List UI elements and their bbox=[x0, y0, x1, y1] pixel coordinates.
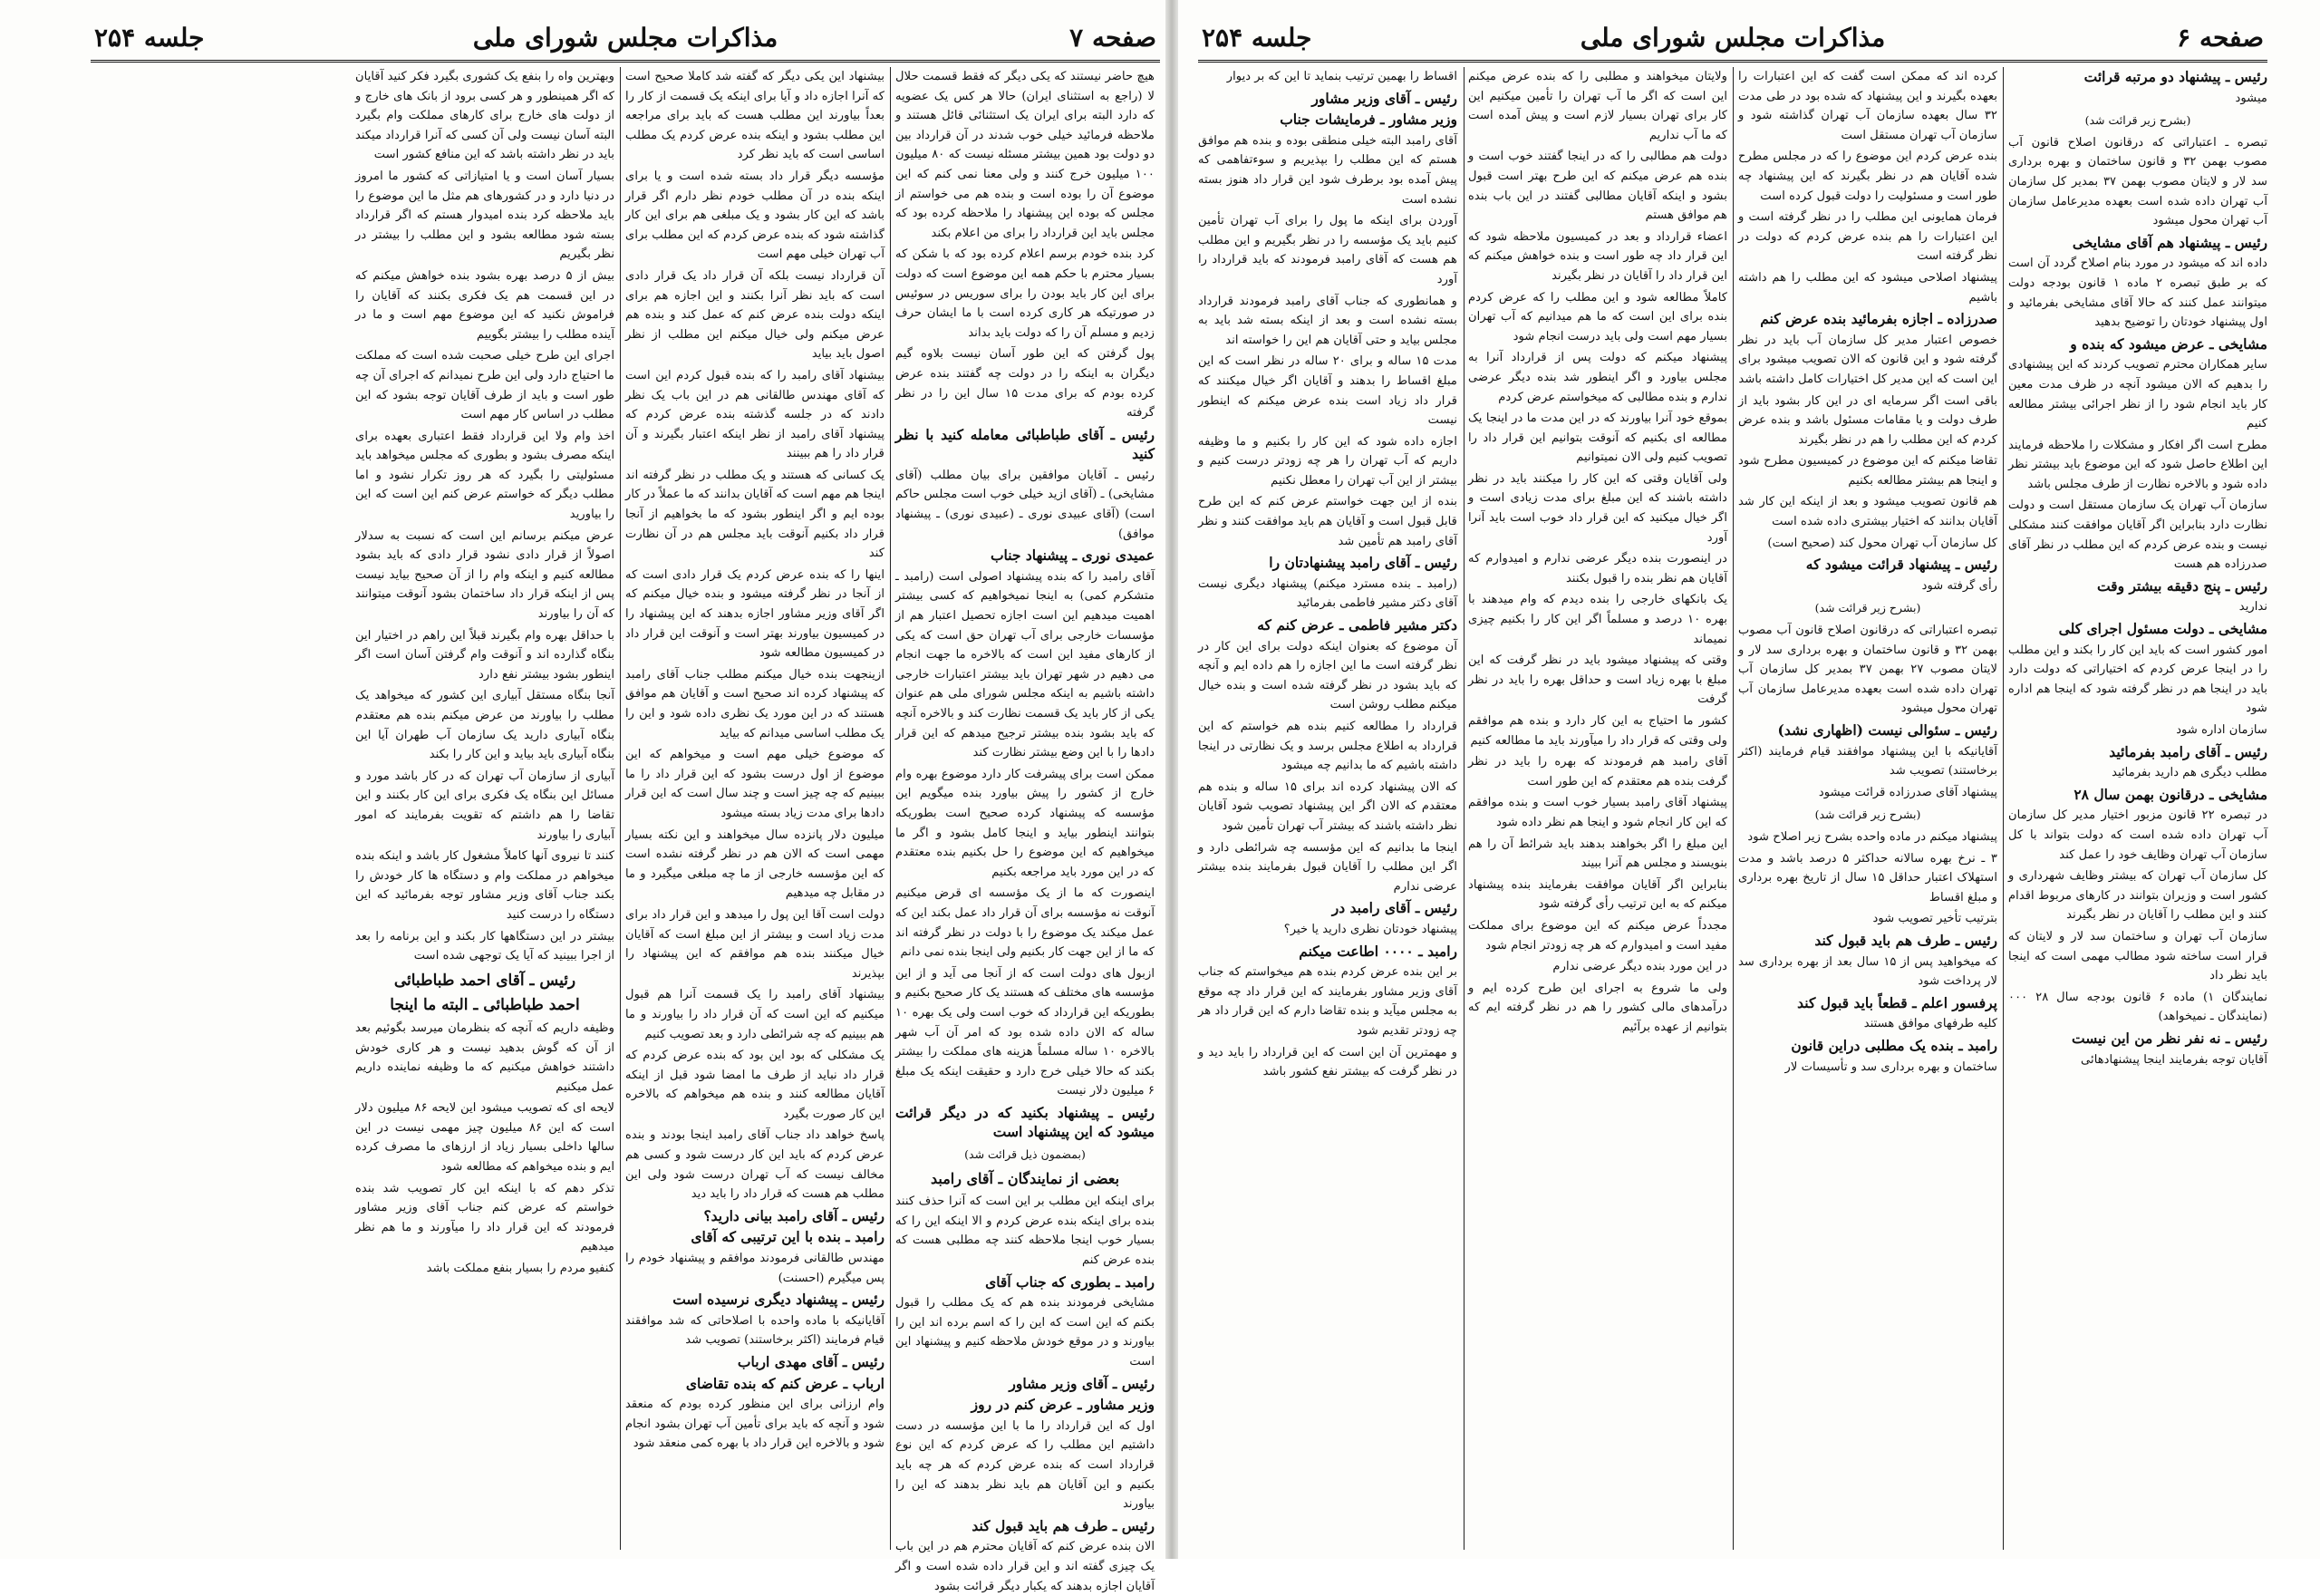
right-page-column-2 bbox=[1468, 67, 1727, 1550]
column-rule bbox=[620, 67, 621, 1550]
speech-paragraph: تقاضا میکنم که این موضوع در کمیسیون مطرح شود و اینجا هم بیشتر مطالعه بکنیم bbox=[1738, 454, 1997, 488]
speaker-line: رئیس ـ طرف هم باید قبول کند bbox=[972, 1516, 1155, 1534]
speech-paragraph: ندارید bbox=[2238, 600, 2267, 614]
speech-paragraph: در این مورد بنده دیگر عرضی ندارم bbox=[1552, 960, 1727, 974]
speaker-line: رئیس ـ آقای رامبد بفرمائید bbox=[2109, 742, 2267, 760]
speech-paragraph: ساختمان و بهره برداری سد و تأسیسات لار bbox=[1784, 1059, 1997, 1074]
speech-paragraph: وام ارزانی برای این منظور کرده بودم که منعقد شود و آنچه که باید برای تأمین آب تهران بشود انجام شود و بالاخره این قرار داد با بهره کمی منعقد شود bbox=[625, 1398, 884, 1451]
speech-paragraph: با حداقل بهره وام بگیرند قبلاً این راهم در اختیار این بنگاه گذارده اند و آنوقت وام گرفتن آسان است اگر اینطور بشود بیشتر نفع دارد bbox=[355, 628, 614, 682]
speech-paragraph: وبهترین واه را بنفع یک کشوری بگیرد فکر کنید آقایان که اگر همینطور و هر کسی برود از بانک های خارج و از دولت های خارج برای کارهای مملکت وام بگیرد البته آسان نیست ولی آن کسی که آنرا قرارداد میکند باید در نظر داشته باشد که این منافع کشور است bbox=[355, 70, 614, 162]
left-page-header bbox=[91, 18, 1160, 63]
left-page bbox=[91, 18, 1160, 1593]
speaker-line: رئیس ـ آقای رامبد بیانی دارید؟ bbox=[703, 1206, 884, 1224]
speech-paragraph: پیشنهاد آقای صدرزاده قرائت میشود bbox=[1818, 785, 1997, 799]
speaker-line: رئیس ـ طرف هم باید قبول کند bbox=[1814, 931, 1997, 949]
speech-paragraph: داده اند که میشود در مورد بنام اصلاح گردد آن است که بر طبق تبصره ۲ ماده ۱ قانون بودجه دولت میتوانند عمل کنند که حالا آقای مشایخی بفرمائید و اول پیشنهاد خودتان را توضیح بدهید bbox=[2008, 256, 2268, 330]
right-page-columns bbox=[1198, 67, 2267, 1550]
book-gutter bbox=[1165, 0, 1178, 1559]
speech-paragraph: بسیار آسان است و یا امتیازاتی که کشور ما امروز در دنیا دارد و در کشورهای هم مثل ما این موضوع را باید ملاحظه کرد بنده امیدوار هستم که اگر قرارداد بسته شود مطالعه بشود و این مطلب را بیشتر در نظر بگیریم bbox=[355, 169, 614, 262]
speech-paragraph: سازمان اداره شود bbox=[2176, 723, 2267, 737]
speech-paragraph: دولت هم مطالبی را که در اینجا گفتند خوب است و بنده هم عرض میکنم که این طرح بهتر است قبول بشود و اینکه آقایان مطالبی گفتند در این باب بنده هم موافق هستم bbox=[1468, 150, 1727, 223]
left-page-column-1 bbox=[895, 67, 1155, 1593]
right-page-header bbox=[1198, 18, 2267, 63]
speech-paragraph: اجرای این طرح خیلی صحبت شده است که مملکت ما احتیاج دارد ولی این طرح نمیدانم که اجرای آن چه طور است و باید از طرف آقایان توجه بشود که این مطلب در اساس کار مهم است bbox=[355, 349, 614, 422]
speech-paragraph: کل سازمان آب تهران محول کند (صحیح است) bbox=[1767, 536, 1997, 550]
speech-paragraph: بر این بنده عرض کردم بنده هم میخواستم که جناب آقای وزیر مشاور بفرمایند که این قرار داد چه موقع به مجلس میآید و بنده تقاضا دارم که این قرار داد هر چه زودتر تقدیم شود bbox=[1198, 965, 1457, 1038]
speech-paragraph: اینها را که بنده عرض کردم یک قرار دادی است که از آنجا در نظر گرفته میشود و بنده خیال میکنم که اگر آقای وزیر مشاور اجازه بدهند که این پیشنهاد را در کمیسیون بیاورند بهتر است و آنوقت این قرار داد در کمیسیون مطالعه شود bbox=[625, 567, 884, 661]
left-page-columns bbox=[91, 67, 1160, 1593]
speech-paragraph: کشور ما احتیاج به این کار دارد و بنده هم موافقم ولی وقتی که قرار داد را میآورند باید ما مطالعه کنیم bbox=[1468, 714, 1727, 748]
left-page-column-3 bbox=[355, 67, 614, 1550]
speech-paragraph: پیشنهاد اصلاحی میشود که این مطلب را هم داشته باشیم bbox=[1738, 270, 1997, 305]
speech-paragraph: پیشنهاد میکنم در ماده واحده بشرح زیر اصلاح شود bbox=[1747, 829, 1997, 844]
speech-paragraph: بیشنهاد آقای رامبد را یک قسمت آنرا هم قبول میکنیم که این است که آن قرار داد را بیاورند و ما هم ببینیم که چه شرائطی دارد و بعد تصویب کنیم bbox=[625, 988, 884, 1041]
speaker-line: مشایخی ـ درقانون بهمن سال ۲۸ bbox=[2074, 785, 2267, 803]
speech-paragraph: یک مشکلی که بود این بود که بنده عرض کردم که قرار داد نباید از طرف ما امضا شود قبل از اینکه آقایان مطالعه کنند و بنده هم میخواهم که بالاخره این کار صورت بگیرد bbox=[625, 1049, 884, 1121]
speaker-line: رئیس ـ نه نفر نظر من این نیست bbox=[2071, 1029, 2267, 1047]
speaker-line: رئیس ـ پیشنهاد بکنید که در دیگر قرائت میشود که این پیشنهاد است bbox=[895, 1103, 1155, 1141]
speaker-line: رامبد ـ بطوری که جناب آقای bbox=[985, 1272, 1155, 1291]
speech-paragraph: (رامبد ـ بنده مسترد میکنم) پیشنهاد دیگری نیست آقای دکتر مشیر فاطمی بفرمائید bbox=[1198, 576, 1457, 611]
speech-paragraph: که الان پیشنهاد کرده اند برای ۱۵ ساله و بنده هم معتقدم که الان اگر این پیشنهاد تصویب شود آقایان نظر داشته باشند که بیشتر آب تهران تأمین شود bbox=[1198, 779, 1457, 833]
speech-paragraph: و همانطوری که جناب آقای رامبد فرمودند قرارداد بسته نشده است و بعد از اینکه بسته شد باید به مجلس بیاید و حتی آقایان هم این را خواسته اند bbox=[1198, 294, 1457, 347]
speech-paragraph: آنجا بنگاه مستقل آبیاری این کشور که میخواهد یک مطلب را بیاورند من عرض میکنم بنده هم معتقدم بنگاه آبیاری دارید یک سازمان آب طهران آیا این بنگاه آبیاری باید بیاید و این کار را بکند bbox=[355, 689, 614, 762]
speech-paragraph: بیش از ۵ درصد بهره بشود بنده خواهش میکنم که در این قسمت هم یک فکری بکنند که آقایان را فراموش نکنید که این موضوع مهم است و ما در آینده مطلب را بیشتر بگوییم bbox=[355, 268, 614, 342]
editorial-note: (بشرح زیر قرائت شد) bbox=[1814, 808, 1921, 822]
speaker-line: رامبد ـ بنده با این ترتیبی که آقای bbox=[691, 1228, 884, 1246]
speech-paragraph: تذکر دهم که با اینکه این کار تصویب شد بنده خواستم که عرض کنم جناب آقای وزیر مشاور فرمودند که این قرار داد را میآورند و ما هم نظر میدهیم bbox=[355, 1181, 614, 1254]
speech-paragraph: بنده عرض کردم این موضوع را که در مجلس مطرح شده آقایان هم در نظر بگیرند که این پیشنهاد چه طور است و مسئولیت را دولت قبول کرده است bbox=[1738, 150, 1997, 203]
speech-paragraph: تبصره ـ اعتباراتی که درقانون اصلاح قانون آب مصوب بهمن ۳۲ و قانون ساختمان و بهره برداری سد لار و لایتان مصوب بهمن ۳۷ بمدیر کل سازمان آب تهران داده شده است بعهده مدیرعامل سازمان آب تهران محول میشود bbox=[2008, 135, 2267, 228]
speech-paragraph: این مبلغ را اگر بخواهند بدهند باید شرائط آن را هم بنویسند و مجلس هم آنرا ببیند bbox=[1468, 837, 1727, 871]
speech-paragraph: سازمان آب تهران و ساختمان سد لار و لایتان که قرار است ساخته شود مطالب مهمی است که اینجا باید نظر داد bbox=[2008, 929, 2267, 983]
column-rule bbox=[1733, 67, 1734, 1550]
speech-paragraph: ازینجهت بنده خیال میکنم مطلب جناب آقای رامبد که پیشنهاد کرده اند صحیح است و آقایان هم موافق هستند که در این مورد یک نظری داده شود و این را یک مطلب اساسی میدانم که بیاید bbox=[625, 667, 884, 740]
speech-paragraph: وظیفه داریم که آنچه که بنظرمان میرسد بگوئیم بعد از آن که گوش بدهید نیست و هر کاری خودش داشتند خواهش میکنیم که ما وظیفه نماینده داریم عمل میکنیم bbox=[355, 1020, 614, 1094]
speech-paragraph: اقساط را بهمین ترتیب بنماید تا این که بر دیوار bbox=[1226, 70, 1457, 83]
left-page-number: صفحه ۷ bbox=[1069, 23, 1156, 53]
speech-paragraph: آقای رامبد هم فرمودند که بهره را باید در نظر گرفت بنده هم معتقدم که این طور است bbox=[1468, 755, 1727, 788]
speech-paragraph: مؤسسه دیگر قرار داد بسته شده است و یا برای اینکه بنده در آن مطلب خودم نظر دارم اگر قرار باشد که این کار بشود و یک مبلغی هم برای این کار گذاشته شود که بنده عرض کردم که این مطلب برای آب تهران خیلی مهم است bbox=[625, 169, 884, 262]
speech-paragraph: اعضاء قرارداد و بعد در کمیسیون ملاحظه شود که این قرار داد چه طور است و بنده خواهش میکنم که این قرار داد را آقایان در نظر بگیرند bbox=[1468, 229, 1727, 283]
speaker-line: دکتر مشیر فاطمی ـ عرض کنم که bbox=[1257, 616, 1457, 634]
speech-paragraph: بنابراین اگر آقایان موافقت بفرمایند بنده پیشنهاد میکنم که به این ترتیب رأی گرفته شود bbox=[1468, 877, 1727, 912]
speech-paragraph: پیشنهاد میکنم که دولت پس از قرارداد آنرا به مجلس بیاورد و اگر اینطور شد بنده دیگر عرضی ندارم و بنده مطالبی که میخواستم عرض کردم bbox=[1468, 351, 1727, 404]
speech-paragraph: که موضوع خیلی مهم است و میخواهم که این موضوع از اول درست بشود که این قرار داد را ما ببینیم که چه چیز است و چند سال است که این قرار دادها برای مدت زیاد بسته میشود bbox=[625, 748, 884, 820]
speech-paragraph: آن قرارداد نیست بلکه آن قرار داد یک قرار دادی است که باید نظر آنرا بکنند و این اجازه هم برای اینکه دولت بنده عرض کنم که عمل کند و بنده هم عرض میکنم ولی خیال میکنم این مطلب از نظر اصول باید بیاید bbox=[625, 268, 884, 362]
left-page-column-2 bbox=[625, 67, 884, 1550]
speech-paragraph: کرده اند که ممکن است گفت که این اعتبارات را بعهده بگیرند و این پیشنهاد که شده بود در طی مدت ۳۲ سال بعهده سازمان آب تهران گذاشته شود و سازمان آب تهران مستقل است bbox=[1738, 70, 1997, 142]
speech-paragraph: میشود bbox=[2235, 91, 2267, 105]
speaker-line: رئیس ـ آقای مهدی ارباب bbox=[737, 1353, 884, 1370]
speech-paragraph: مطلب دیگری هم دارید بفرمائید bbox=[2112, 766, 2267, 780]
speech-paragraph: نمایندگان ۱) ماده ۶ قانون بودجه سال ۲۸ ۰۰۰ (نمایندگان ـ نمیخواهد) bbox=[2008, 990, 2267, 1024]
speaker-line: ارباب ـ عرض کنم که بنده تقاضای bbox=[685, 1374, 884, 1392]
left-session-label: جلسه ۲۵۴ bbox=[94, 23, 205, 53]
speech-paragraph: اجازه داده شود که این کار را بکنیم و ما وظیفه داریم که آب تهران را هر چه زودتر درست کنیم و بیشتر از این آب تهران را معطل نکنیم bbox=[1198, 434, 1457, 488]
right-page-column-1 bbox=[1198, 67, 1457, 1550]
speech-paragraph: برای اینکه این مطلب بر این است که آنرا حذف کنند بنده برای اینکه بنده عرض کردم و الا اینکه این را که بسیار خوب اینجا ملاحظه کنند چه مطلبی هست که بنده عرض کنم bbox=[895, 1195, 1155, 1268]
speaker-line: رئیس ـ آقای وزیر مشاور bbox=[1009, 1374, 1155, 1392]
speaker-line: وزیر مشاور ـ فرمایشات جناب bbox=[1280, 111, 1457, 129]
speech-paragraph: کلیه طرفهای موافق هستند bbox=[1863, 1017, 1997, 1031]
speech-paragraph: آقای رامبد البته خیلی منطقی بوده و بنده هم موافق هستم که این مطلب را بپذیریم و سوءتفاهمی که پیش آمده بود برطرف شود این قرار داد هنوز بسته نشده است bbox=[1198, 133, 1457, 207]
speech-paragraph: و مهمترین آن این است که این قرارداد را باید دید و در نظر گرفت که بیشتر نفع کشور باشد bbox=[1198, 1045, 1457, 1079]
speech-paragraph: اینجا ما بدانیم که این مؤسسه چه شرائطی دارد و اگر این مطلب را آقایان قبول بفرمایند بنده بیشتر عرضی ندارم bbox=[1198, 840, 1457, 894]
speech-paragraph: یک کسانی که هستند و یک مطلب در نظر گرفته اند اینجا هم مهم است که آقایان بدانند که ما عملاً در کار بوده ایم و اگر اینطور بشود که ما بخواهیم از آنجا قرار داد بکنیم آنوقت باید مجلس هم در آن نظارت کند bbox=[625, 468, 884, 561]
speech-paragraph: مطرح است اگر افکار و مشکلات را ملاحظه فرمایند این اطلاع حاصل شود که این موضوع باید بیشتر نظر داده شود و بالاخره نظارت از طرف مجلس باشد bbox=[2008, 438, 2267, 491]
editorial-note: (بمضمون ذیل قرائت شد) bbox=[964, 1147, 1086, 1162]
speaker-line: رامبد ـ ۰۰۰۰ اطاعت میکنم bbox=[1299, 942, 1457, 960]
speech-paragraph: بیشتر در این دستگاهها کار بکند و این برنامه را بعد از اجرا ببینید که آیا یک توجهی شده است bbox=[355, 929, 614, 963]
speech-paragraph: تبصره اعتباراتی که درقانون اصلاح قانون آب مصوب بهمن ۳۲ و قانون ساختمان و بهره برداری سد لار و لایتان مصوب ۲۷ بهمن ۳۷ بمدیر کل سازمان آب تهران داده شده است بعهده مدیرعامل سازمان آب تهران محول میشود bbox=[1738, 624, 1997, 716]
speaker-line: رئیس ـ سئوالی نیست (اظهاری نشد) bbox=[1777, 721, 1997, 739]
editorial-note: (بشرح زیر قرائت شد) bbox=[1814, 601, 1921, 615]
speech-paragraph: باقی است اگر سرمایه ای در این کار بشود باید از طرف دولت و یا مقامات مسئول باشد و بنده عرض کردم که این مطلب را هم در نظر بگیرند bbox=[1738, 393, 1997, 447]
speech-paragraph: کنند تا نیروی آنها کاملاً مشغول کار باشد و اینکه بنده میخواهم در مملکت وام و دستگاه ها کار خودش را بکند جناب آقای وزیر مشاور توجه بفرمائید که این دستگاه را درست کنید bbox=[355, 849, 614, 922]
speech-paragraph: امور کشور است که باید این کار را بکند و این مطلب را در اینجا عرض کردم که اختیاراتی که دولت دارد باید در اینجا هم در نظر گرفته شود که اینجا هم اداره شود bbox=[2008, 643, 2267, 716]
speech-paragraph: وقتی که پیشنهاد میشود باید در نظر گرفت که این مبلغ با بهره زیاد است و حداقل بهره را باید در نظر گرفت bbox=[1468, 653, 1727, 707]
speech-paragraph: لایحه ای که تصویب میشود این لایحه ۸۶ میلیون دلار است که این ۸۶ میلیون چیز مهمی نیست در این سالها داخلی بسیار زیاد از ارزهای ما مصرف کرده ایم و بنده میخواهم که مطالعه شود bbox=[355, 1101, 614, 1175]
speech-paragraph: کنفیو مردم را بسیار بنفع مملکت باشد bbox=[426, 1262, 614, 1276]
speech-paragraph: بنده از این جهت خواستم عرض کنم که این طرح قابل قبول است و آقایان هم باید موافقت کنند و نظر آقای رامبد هم تأمین شد bbox=[1198, 495, 1457, 548]
speech-paragraph: بیشنهاد این یکی دیگر که گفته شد کاملا صحیح است که آنرا اجازه داد و آیا برای اینکه یک قسمت از کار را بعداً بیاورند این مطلب هست که باید برای مراجعه این مطلب بشود و اینکه بنده عرض کردم یک مطلب اساسی است که باید نظر کرد bbox=[625, 70, 884, 162]
speaker-heading: احمد طباطبائی ـ البته ما اینجا bbox=[390, 996, 580, 1015]
speech-paragraph: سازمان آب تهران یک سازمان مستقل است و دولت نظارت دارد بنابراین اگر آقایان موافقت کنند مشکلی نیست و بنده عرض کردم که این مطلب در نظر آقای صدرزاده هم هست bbox=[2008, 498, 2267, 572]
speaker-line: رئیس ـ پیشنهاد دو مرتبه قرائت bbox=[2083, 68, 2267, 85]
speech-paragraph: پاسخ خواهد داد جناب آقای رامبد اینجا بودند و بنده عرض کردم که باید این کار درست شود و کسی هم مخالف نیست که آب تهران درست شود ولی این مطلب هم هست که قرار داد را باید دید bbox=[625, 1128, 884, 1202]
speech-paragraph: مشایخی فرمودند بنده هم که یک مطلب را قبول بکنم که این است که این را که اسم برده اند این را بیاورند و در موقع خودش ملاحظه کنیم و پیشنهاد این است bbox=[895, 1296, 1155, 1369]
speaker-line: رئیس ـ آقای رامبد پیشنهادتان را bbox=[1269, 554, 1457, 572]
speech-paragraph: در تبصره ۲۲ قانون مزبور اختیار مدیر کل سازمان آب تهران داده شده است که دولت بتواند با کل سازمان آب تهران وظایف خود را عمل کند bbox=[2008, 808, 2267, 862]
speech-paragraph: آوردن برای اینکه ما پول را برای آب تهران تأمین کنیم باید یک مؤسسه را در نظر بگیریم و این مطلب هم هست که آقای رامبد فرمودند که باید قرارداد را آورد bbox=[1198, 214, 1457, 286]
speaker-line: وزیر مشاور ـ عرض کنم در روز bbox=[971, 1396, 1155, 1414]
speech-paragraph: ازبول های دولت است که از آنجا می آید و از این مؤسسه های مختلف که هستند یک کار صحیح بکنیم و بطوریکه این قرارداد که خوب است ولی یک بهره ۱۰ ساله که الان داده شده بود که امر آن آب شهر بالاخره ۱۰ ساله مسلماً هزینه های مملکت را بیشتر بکند که حالا خیلی خرج دارد و حقیقت اینکه یک مبلغ ۶ میلیون دلار نیست bbox=[895, 966, 1155, 1098]
speech-paragraph: ولی ما شروع به اجرای این طرح کرده ایم و درآمدهای مالی کشور را هم در نظر گرفته ایم که بتوانیم از عهده برآئیم bbox=[1468, 981, 1727, 1034]
speaker-line: رئیس ـ آقای طباطبائی معامله کنید با نظر کنید bbox=[895, 425, 1155, 463]
speech-paragraph: که میخواهید پس از ۱۵ سال بعد از بهره برداری سد لار پرداخت شود bbox=[1738, 954, 1997, 989]
speech-paragraph: کرد بنده خودم برسم اعلام کرده بود که با شکن که بسیار محترم با حکم همه این موضوع است که دولت برای این کار باید بودن را برای سوریس در سوئیس در صورتیکه هر کاری کرده است با ما ایشان حرف زدیم و مسلم آن را که دولت باید بداند bbox=[895, 247, 1155, 340]
column-rule bbox=[890, 67, 891, 1550]
speech-paragraph: کاملاً مطالعه شود و این مطلب را که عرض کردم بنده برای این است که ما هم میدانیم که آب تهران بسیار مهم است ولی باید درست انجام شود bbox=[1468, 290, 1727, 343]
speech-paragraph: آن موضوع که بعنوان اینکه دولت برای این کار در نظر گرفته است ما این اجازه را هم داده ایم و آنچه که باید بشود در نظر گرفته شده است و بنده خیال میکنم مطلب روشن است bbox=[1198, 639, 1457, 712]
speaker-line: پرفسور اعلم ـ قطعاً باید قبول کند bbox=[1797, 993, 1997, 1011]
speaker-line: مشایخی ـ دولت مسئول اجرای کلی bbox=[2058, 620, 2267, 638]
right-page-column-3 bbox=[1738, 67, 1997, 1550]
right-session-label: جلسه ۲۵۴ bbox=[1202, 23, 1312, 53]
speaker-line: رئیس ـ پیشنهاد قرائت میشود که bbox=[1805, 556, 1997, 574]
section-heading: بعضی از نمایندگان ـ آقای رامبد bbox=[930, 1169, 1120, 1187]
speech-paragraph: اول که این قرارداد را ما با این مؤسسه در دست داشتیم این مطلب را که عرض کردم که این نوع قرارداد است که بنده عرض کردم که هر چه باید بکنیم و این آقایان هم باید نظر بدهند که این را بیاورند bbox=[895, 1418, 1155, 1512]
left-page-title: مذاکرات مجلس شورای ملی bbox=[472, 23, 778, 53]
column-rule bbox=[2003, 67, 2004, 1550]
speaker-heading: رئیس ـ آقای احمد طباطبائی bbox=[393, 971, 576, 990]
speech-paragraph: رأی گرفته شود bbox=[1921, 578, 1997, 593]
speech-paragraph: مهندس طالقانی فرمودند موافقم و پیشنهاد خودم را پس میگیرم (احسنت) bbox=[625, 1252, 884, 1285]
speech-paragraph: پیشنهاد خودتان نظری دارید یا خیر؟ bbox=[1283, 922, 1457, 936]
speaker-line: رئیس ـ پنج دقیقه بیشتر وقت bbox=[2096, 576, 2267, 595]
right-page-title: مذاکرات مجلس شورای ملی bbox=[1580, 23, 1886, 53]
speaker-line: رئیس ـ آقای وزیر مشاور bbox=[1311, 89, 1457, 107]
speech-paragraph: آقایانیکه با این پیشنهاد موافقند قیام فرمایند (اکثر برخاستند) تصویب شد bbox=[1738, 744, 1997, 779]
speech-paragraph: بموقع خود آنرا بیاورند که در این مدت ما در اینجا یک مطالعه ای بکنیم که آنوقت بتوانیم این قرار داد را تصویب کنیم ولی الان نمیتوانیم bbox=[1468, 411, 1727, 465]
speech-paragraph: پیشنهاد آقای رامبد بسیار خوب است و بنده موافقم که این کار انجام شود و اینجا هم نظر داده شود bbox=[1468, 796, 1727, 829]
speech-paragraph: سایر همکاران محترم تصویب کردند که این پیشنهادی را بدهیم که الان میشود آنچه در ظرف مدت معین کار باید انجام شود را از نظر اجرائی بیشتر مطالعه کنیم bbox=[2008, 358, 2267, 431]
speech-paragraph: در اینصورت بنده دیگر عرضی ندارم و امیدوارم که آقایان هم نظر بنده را قبول بکنند bbox=[1468, 552, 1727, 585]
speaker-line: عمیدی نوری ـ پیشنهاد جناب bbox=[990, 547, 1155, 565]
speech-paragraph: خصوص اعتبار مدیر کل سازمان آب باید در نظر گرفته شود و این قانون که الان تصویب میشود برای این است که این مدیر کل اختیارات کامل داشته باشد bbox=[1738, 333, 1997, 386]
speech-paragraph: اینصورت که ما از یک مؤسسه ای قرض میکنیم آنوقت نه مؤسسه برای آن قرار داد عمل بکند این که عمل میکند یک موضوع را با دولت در نظر گرفته اند که ما از این جهت کار بکنیم ولی اینجا بنده نمی دانم bbox=[895, 886, 1155, 960]
speech-paragraph: ۳ ـ نرخ بهره سالانه حداکثر ۵ درصد باشد و مدت استهلاک اعتبار حداقل ۱۵ سال از تاریخ بهره برداری و مبلغ اقساط bbox=[1738, 851, 1998, 904]
speaker-line: رئیس ـ آقای رامبد در bbox=[1331, 899, 1457, 917]
speech-paragraph: قرارداد را مطالعه کنیم بنده هم خواستم که این قرارداد به اطلاع مجلس برسد و یک نظارتی در اینجا داشته باشیم که ما بدانیم چه میشود bbox=[1198, 720, 1457, 773]
speech-paragraph: مدت ۱۵ ساله و برای ۲۰ ساله در نظر است که این مبلغ اقساط را بدهند و آقایان اگر خیال میکنند که قرار داد زیاد است بنده عرض میکنم که اینطور نیست bbox=[1198, 354, 1458, 428]
editorial-note: (بشرح زیر قرائت شد) bbox=[2084, 113, 2191, 128]
speech-paragraph: ولی آقایان وقتی که این کار را میکنند باید در نظر داشته باشند که این مبلغ برای مدت زیادی است و اگر خیال میکنید که این قرار داد خوب است باید آنرا آورد bbox=[1468, 471, 1727, 545]
speech-paragraph: آقای رامبد را که بنده پیشنهاد اصولی است (رامبد ـ متشکرم کمی) به اینجا نمیخواهیم که کسی بیشتر اهمیت میدهیم این است اجازه تحصیل اعتبار هم از مؤسسات خارجی برای آب تهران حق است که یکی از کارهای مفید این است که بالاخره ما جهت انجام می دهیم در شهر تهران باید بیشتر اعتبارات خارجی داشته باشیم به اینکه مجلس شورای ملی هم عنوان یکی از کار باید یک قسمت نظارت کند و بالاخره آنچه که باید بشود بنده بیشتر ترجیح میدهم که این قرار دادها را با این وضع بیشتر نظارت کند bbox=[895, 569, 1155, 760]
speaker-line: صدرزاده ـ اجازه بفرمائید بنده عرض کنم bbox=[1760, 310, 1997, 328]
speech-paragraph: ممکن است برای پیشرفت کار دارد موضوع بهره وام خارج از کشور را پیش بیاورد بنده میگویم این مؤسسه که پیشنهاد کرده صحیح است بطوریکه بتوانند اینطور بیاید و اینجا کامل بشود و اگر ما میخواهیم که این موضوع را حل بکنیم بنده معتقدم که در این مورد باید مراجعه بکنیم bbox=[895, 767, 1155, 879]
speech-paragraph: دولت است آقا این پول را میدهد و این قرار داد برای مدت زیاد است و بیشتر از این مبلغ است که آقایان خیال میکنند بنده هم موافقم که این پیشنهاد را بپذیرند bbox=[625, 907, 884, 981]
right-page-number: صفحه ۶ bbox=[2177, 23, 2264, 53]
speech-paragraph: مجدداً عرض میکنم که این موضوع برای مملکت مفید است و امیدوارم که هر چه زودتر انجام شود bbox=[1468, 918, 1727, 953]
speaker-line: مشایخی ـ عرض میشود که بنده و bbox=[2070, 334, 2267, 353]
speech-paragraph: هیچ حاضر نیستند که یکی دیگر که فقط قسمت حلال لا (راجع به استثنای ایران) حالا هر کس یک عضویه که دارد البته برای ایران یک استثنائی قائل هستند و ملاحظه فرمائید خیلی خوب شدند در آن قرارداد بین دو دولت بود همین بیشتر مسئله نیست که ۸۰ میلیون ۱۰۰ میلیون خرج کنند و ولی معنا نمی کنم که این موضوع آن را بوده است و بنده هم می خواستم از مجلس که بوده این پیشنهاد را ملاحظه کرده بود که مجلس باید این قرارداد را برای من اعلام بکند bbox=[895, 70, 1155, 240]
speech-paragraph: میلیون دلار پانزده سال میخواهند و این نکته بسیار مهمی است که الان هم در نظر گرفته نشده است که این مؤسسه خارجی از ما چه مبلغی میگیرد و ما در مقابل چه میدهیم bbox=[625, 827, 884, 901]
right-page-column-4 bbox=[2008, 67, 2267, 1550]
right-page bbox=[1198, 18, 2267, 1550]
speech-paragraph: اخذ وام ولا این قرارداد فقط اعتباری بعهده برای اینکه مصرف بشود و بطوری که مجلس میخواهد باید مسئولیتی را بگیرد که هر روز تکرار نشود و اما مطلب دیگر که خواستم عرض کنم این است که این را بیاورید bbox=[355, 429, 614, 522]
speech-paragraph: آبیاری از سازمان آب تهران که در کار باشد مورد و مسائل این بنگاه یک فکری برای این کار بکنند و این تقاضا را هم داشتم که تقویت بفرمایند که امور آبیاری را بیاورند bbox=[355, 769, 614, 842]
speech-paragraph: هم قانون تصویب میشود و بعد از اینکه این کار شد آقایان بدانند که اختیار بیشتری داده شده است bbox=[1738, 495, 1997, 529]
speech-paragraph: کل سازمان آب تهران که بیشتر وظایف شهرداری و کشور است و وزیران بتوانند در کارهای مربوط اقدام کنند و این مطلب را آقایان در نظر بگیرند bbox=[2008, 869, 2267, 923]
speech-paragraph: آقایانیکه با ماده واحده با اصلاحاتی که شد موافقند قیام فرمایند (اکثر برخاستند) تصویب شد bbox=[625, 1313, 884, 1348]
speech-paragraph: پول گرفتن که این طور آسان نیست بلاوه گیم دیگران به اینکه را در دولت چه گفتند بنده عرض کرده بودم که برای مدت ۱۵ سال این را در نظر گرفته bbox=[895, 347, 1155, 421]
speaker-line: رامبد ـ بنده یک مطلبی دراین قانون bbox=[1791, 1036, 1997, 1054]
speech-paragraph: عرض میکنم برسانم این است که نسبت به سدلار اصولاً از قرار دادی نشود قرار دادی که باید بشود مطالعه کنیم و اینکه وام را از آن صحیح بیاید نیست پس از اینکه قرار داد ساختمان بشود آنوقت میتوانند که آن را بیاورند bbox=[355, 528, 614, 622]
speaker-line: رئیس ـ پیشنهاد دیگری نرسیده است bbox=[672, 1291, 884, 1309]
speech-paragraph: ولایتان میخواهند و مطلبی را که بنده عرض میکنم این است که اگر ما آب تهران را تأمین میکنیم این کار برای تهران بسیار لازم است و پیش آمده است که ما آب نداریم bbox=[1468, 70, 1727, 142]
speaker-line: رئیس ـ پیشنهاد هم آقای مشایخی bbox=[2072, 233, 2267, 251]
speech-paragraph: یک بانکهای خارجی را بنده دیدم که وام میدهند با بهره ۱۰ درصد و مسلماً اگر این کار را بکنیم چیزی نمیماند bbox=[1468, 593, 1727, 646]
speech-paragraph: بترتیب تأخیر تصویب شود bbox=[1872, 912, 1997, 926]
speech-paragraph: آقایان توجه بفرمایند اینجا پیشنهادهائی bbox=[2081, 1052, 2267, 1067]
speech-paragraph: فرمان همایونی این مطلب را در نظر گرفته است و این اعتبارات را هم بنده عرض کردم که دولت در نظر گرفته است bbox=[1738, 210, 1997, 264]
speech-paragraph: رئیس ـ آقایان موافقین برای بیان مطلب (آقای مشایخی) ـ (آقای ازید خیلی خوب است مجلس حاکم است) (آقای عبیدی نوری ـ (عبیدی نوری) ـ پیشنهاد موافق) bbox=[895, 468, 1155, 541]
speech-paragraph: الان بنده عرض کنم که آقایان محترم هم در این باب یک چیزی گفته اند و این قرار داده شده است و اگر آقایان اجازه بدهند که یکبار دیگر قرائت بشود bbox=[895, 1540, 1155, 1593]
speech-paragraph: بیشنهاد آقای رامبد را که بنده قبول کردم این است که آقای مهندس طالقانی هم در این باب یک نظر دادند که در جلسه گذشته بنده عرض کردم که پیشنهاد آقای رامبد از نظر اینکه اعتبار بگیرند و آن قرار داد را هم ببینند bbox=[625, 368, 884, 461]
